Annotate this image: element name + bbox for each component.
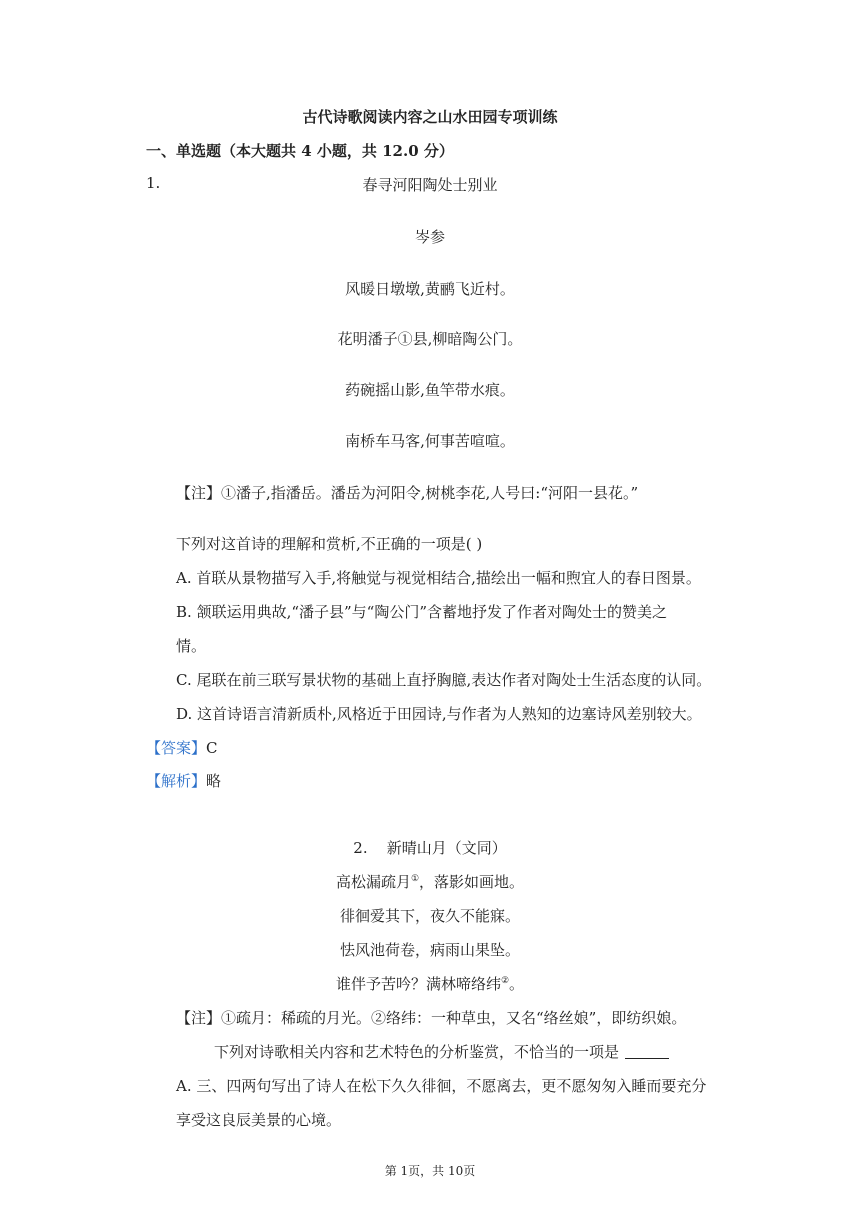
answer-tag: 【答案】 (146, 739, 207, 757)
q1-poem-line: 药碗摇山影,鱼竿带水痕。 (345, 381, 515, 399)
q2-heading (0, 837, 860, 858)
q1-poem-line: 风暖日墩墩,黄鹂飞近村。 (345, 280, 515, 298)
q1-poem-line: 南桥车马客,何事苦喧喧。 (345, 432, 515, 450)
option-label: A. (176, 1077, 192, 1095)
q1-analysis (146, 770, 221, 791)
option-text: 这首诗语言清新质朴,风格近于田园诗,与作者为人熟知的边塞诗风差别较大。 (197, 705, 702, 723)
q2-poem-line: 高松漏疏月①，落影如画地。 (335, 873, 525, 891)
q2-note: 【注】①疏月：稀疏的月光。②络纬：一种草虫，又名“络丝娘”，即纺织娘。 (176, 1009, 687, 1027)
q1-answer (146, 737, 218, 758)
analysis-value: 略 (206, 772, 222, 790)
question-1-number: 1. (146, 174, 161, 192)
q2-poem-line: 谁伴予苦吟？满林啼络纬②。 (335, 975, 525, 993)
q1-option-b-continued: 情。 (176, 637, 207, 655)
section-heading: 一、单选题（本大题共 4 小题，共 12.0 分） (146, 142, 454, 160)
q1-option-d[interactable] (176, 703, 702, 724)
q1-poem-line: 花明潘子①县,柳暗陶公门。 (337, 330, 523, 348)
question-2-number: 2. (353, 839, 368, 857)
q1-option-c[interactable] (176, 669, 711, 690)
q2-option-a[interactable] (176, 1075, 706, 1096)
q1-option-a[interactable] (176, 567, 701, 588)
q1-option-b[interactable] (176, 601, 667, 622)
q1-question: 下列对这首诗的理解和赏析,不正确的一项是( ) (176, 535, 483, 553)
answer-value: C (206, 739, 218, 757)
option-label: C. (176, 671, 192, 689)
q2-poem-title: 新晴山月（文同） (386, 839, 507, 857)
q1-poem-author: 岑参 (414, 228, 445, 246)
q2-option-a-continued: 享受这良辰美景的心境。 (176, 1111, 342, 1129)
footnote-marker: ② (500, 976, 510, 986)
answer-blank[interactable] (625, 1044, 669, 1059)
option-text: 首联从景物描写入手,将触觉与视觉相结合,描绘出一幅和煦宜人的春日图景。 (196, 569, 701, 587)
q1-poem-title: 春寻河阳陶处士别业 (362, 176, 498, 194)
option-label: B. (176, 603, 192, 621)
q2-poem-line: 徘徊爱其下，夜久不能寐。 (339, 907, 520, 925)
q2-poem-line: 怯风池荷卷，病雨山果坠。 (339, 941, 520, 959)
option-label: D. (176, 705, 193, 723)
page-footer: 第 1页，共 10页 (384, 1164, 476, 1178)
footnote-marker: ① (410, 874, 420, 884)
q2-question: 下列对诗歌相关内容和艺术特色的分析鉴赏，不恰当的一项是 (214, 1041, 669, 1062)
q1-note: 【注】①潘子,指潘岳。潘岳为河阳令,树桃李花,人号曰:“河阳一县花。” (176, 484, 639, 502)
option-label: A. (176, 569, 192, 587)
option-text: 三、四两句写出了诗人在松下久久徘徊，不愿离去，更不愿匆匆入睡而要充分 (196, 1077, 707, 1095)
option-text: 尾联在前三联写景状物的基础上直抒胸臆,表达作者对陶处士生活态度的认同。 (196, 671, 712, 689)
option-text: 颔联运用典故,“潘子县”与“陶公门”含蓄地抒发了作者对陶处士的赞美之 (196, 603, 668, 621)
analysis-tag: 【解析】 (146, 772, 207, 790)
document-title: 古代诗歌阅读内容之山水田园专项训练 (302, 108, 558, 126)
